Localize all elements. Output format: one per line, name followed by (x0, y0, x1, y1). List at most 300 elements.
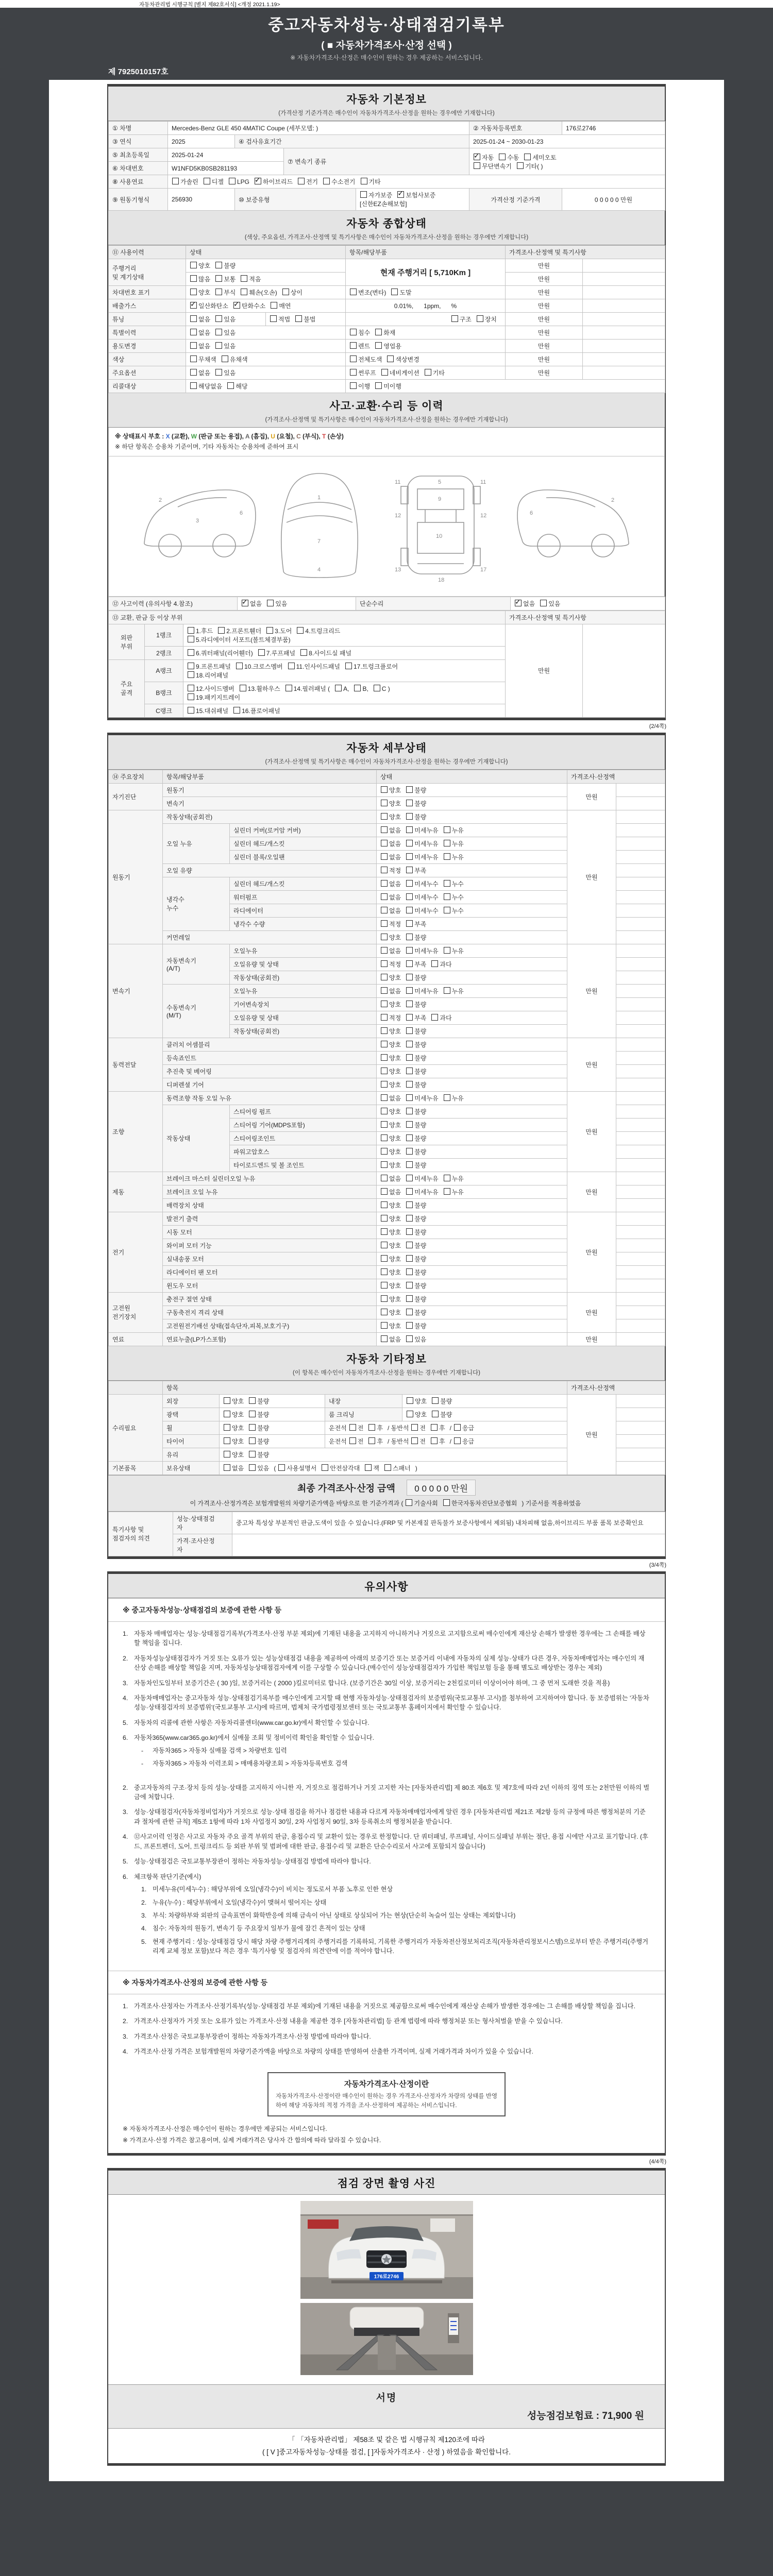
signature-title: 서명 (376, 2393, 397, 2404)
checkbox[interactable] (323, 178, 330, 184)
checkbox[interactable] (354, 685, 361, 691)
checkbox[interactable] (406, 1188, 413, 1195)
notice-item (123, 1679, 650, 1688)
option-적정 (380, 1013, 401, 1022)
checkbox[interactable] (215, 315, 222, 322)
checkbox[interactable] (368, 1424, 375, 1431)
option-label: 상이 (290, 289, 303, 296)
option-label: 불량 (414, 934, 427, 941)
option-후 (368, 1423, 383, 1432)
checkbox[interactable] (406, 1041, 413, 1047)
checkbox[interactable] (233, 707, 240, 714)
checkbox[interactable] (360, 191, 367, 198)
option-적정 (380, 920, 401, 928)
checkbox[interactable] (406, 1295, 413, 1302)
checkbox[interactable] (381, 800, 388, 806)
options-cell (220, 1394, 325, 1408)
checkbox[interactable] (215, 262, 222, 268)
checkbox[interactable] (297, 627, 304, 634)
checkbox[interactable] (431, 1424, 438, 1431)
checkbox[interactable] (381, 1148, 388, 1155)
checkbox[interactable] (224, 1397, 230, 1404)
header-cell: ⑪ 사용이력 (109, 246, 186, 259)
checkbox[interactable] (406, 1228, 413, 1235)
option-label: 침수 (358, 329, 371, 336)
option-text: ( (274, 1464, 276, 1472)
label-cell: 오일누유 (230, 984, 377, 997)
checkbox[interactable] (249, 1464, 256, 1471)
option-label: 누수 (451, 880, 464, 888)
checkbox[interactable] (406, 1499, 412, 1506)
checkbox[interactable] (288, 663, 295, 669)
checkbox[interactable] (406, 1067, 413, 1074)
checkbox[interactable] (406, 1161, 413, 1168)
label-cell: C랭크 (145, 704, 183, 717)
checkbox[interactable] (387, 355, 394, 362)
label-cell: 배력장치 상태 (163, 1198, 377, 1212)
checkbox[interactable] (406, 786, 413, 793)
checkbox[interactable] (204, 178, 210, 184)
header-cell: 항목 (163, 1381, 567, 1394)
label-cell: 고전원 전기장치 (109, 1292, 163, 1332)
checkbox[interactable] (406, 987, 413, 994)
value-cell (616, 1448, 665, 1461)
checkbox[interactable] (361, 178, 367, 184)
option-구조 (451, 315, 472, 324)
checkbox[interactable] (190, 342, 197, 349)
checkbox[interactable] (350, 355, 357, 362)
value-cell (616, 863, 665, 877)
value-cell (583, 313, 665, 326)
option-렌트 (349, 342, 370, 350)
checkbox[interactable] (381, 960, 388, 967)
option-label: 썬루프 (358, 369, 376, 377)
checkbox[interactable] (285, 685, 292, 691)
notice-item-text: 가격조사·산정은 국토교통부장관이 정하는 자동차가격조사·산정 방법에 따라야 합니다. (134, 2032, 371, 2040)
checkbox[interactable] (350, 289, 357, 295)
option-B, (354, 685, 368, 692)
option-미세누유 (406, 839, 438, 848)
checkbox[interactable] (540, 600, 547, 606)
checkbox[interactable] (381, 1282, 388, 1289)
checkbox[interactable] (224, 1437, 230, 1444)
checkbox[interactable] (381, 934, 388, 940)
checkbox[interactable] (381, 974, 388, 980)
checkbox[interactable] (406, 907, 413, 913)
checkbox[interactable] (431, 960, 438, 967)
checkbox[interactable] (258, 649, 265, 656)
checkbox[interactable] (407, 1411, 413, 1417)
checkbox-checked[interactable] (242, 600, 248, 606)
checkbox[interactable] (406, 1242, 413, 1248)
checkbox[interactable] (406, 1081, 413, 1088)
checkbox[interactable] (444, 853, 450, 860)
checkbox[interactable] (406, 893, 413, 900)
checkbox[interactable] (406, 1201, 413, 1208)
options-cell (186, 366, 346, 380)
checkbox[interactable] (381, 880, 388, 887)
checkbox[interactable] (381, 1067, 388, 1074)
checkbox[interactable] (271, 302, 277, 309)
notice-item (141, 1746, 650, 1755)
checkbox[interactable] (224, 1424, 230, 1431)
option-불량 (406, 1027, 426, 1036)
checkbox[interactable] (381, 786, 388, 793)
checkbox[interactable] (345, 663, 352, 669)
checkbox[interactable] (381, 1081, 388, 1088)
checkbox[interactable] (406, 1309, 413, 1315)
checkbox[interactable] (406, 1108, 413, 1114)
checkbox[interactable] (295, 315, 302, 322)
checkbox[interactable] (477, 315, 483, 322)
checkbox[interactable] (190, 329, 197, 335)
checkbox[interactable] (406, 960, 413, 967)
checkbox[interactable] (381, 1242, 388, 1248)
checkbox[interactable] (374, 685, 380, 691)
checkbox-checked[interactable] (397, 191, 404, 198)
label-cell: 기본품목 (109, 1461, 163, 1475)
option-상이 (282, 288, 303, 297)
checkbox[interactable] (215, 329, 222, 335)
checkbox[interactable] (381, 1041, 388, 1047)
checkbox[interactable] (407, 1397, 413, 1404)
checkbox[interactable] (368, 1437, 375, 1444)
checkbox[interactable] (349, 1424, 356, 1431)
checkbox[interactable] (381, 369, 388, 376)
checkbox[interactable] (188, 671, 194, 678)
label-cell: 1랭크 (145, 624, 183, 646)
label-cell: ⑨ 원동기형식 (109, 189, 168, 211)
checkbox[interactable] (215, 289, 222, 295)
checkbox[interactable] (381, 1054, 388, 1061)
checkbox[interactable] (406, 1175, 413, 1181)
checkbox[interactable] (381, 1322, 388, 1329)
option-label: 미세누수 (414, 893, 439, 901)
option-label: 양호 (198, 289, 211, 296)
option-label: 6.쿼터패널(리어휀더) (196, 649, 253, 657)
checkbox[interactable] (432, 1411, 439, 1417)
checkbox[interactable] (406, 1268, 413, 1275)
price-survey-box-title: 자동차가격조사·산정이란 (344, 2080, 429, 2089)
option-15.대쉬패널 (187, 706, 228, 715)
checkbox[interactable] (431, 1437, 438, 1444)
label-cell: 오일누유 (230, 944, 377, 957)
checkbox[interactable] (406, 1255, 413, 1262)
checkbox[interactable] (381, 920, 388, 927)
checkbox-checked[interactable] (255, 178, 261, 184)
checkbox[interactable] (365, 1464, 372, 1471)
checkbox[interactable] (229, 178, 236, 184)
label-cell: 주요옵션 (109, 366, 186, 380)
checkbox[interactable] (188, 663, 194, 669)
label-cell: 가격·조사산정 자 (173, 1534, 232, 1556)
inspection-fee: 성능점검보험료 : 71,900 원 (527, 2411, 644, 2422)
option-불량 (406, 1107, 426, 1116)
checkbox-checked[interactable] (474, 154, 480, 160)
label-cell: 발전기 출력 (163, 1212, 377, 1225)
checkbox[interactable] (349, 1437, 356, 1444)
option-label: 18.리어패널 (196, 671, 229, 679)
checkbox[interactable] (375, 382, 382, 389)
options-cell (377, 1239, 567, 1252)
svg-text:2: 2 (611, 497, 615, 503)
option-label: 부족 (414, 1014, 427, 1022)
checkbox[interactable] (270, 315, 277, 322)
checkbox[interactable] (190, 275, 197, 282)
checkbox[interactable] (499, 154, 506, 160)
checkbox[interactable] (190, 369, 197, 376)
checkbox[interactable] (381, 1215, 388, 1222)
checkbox[interactable] (215, 275, 222, 282)
checkbox[interactable] (224, 1464, 230, 1471)
checkbox[interactable] (381, 1001, 388, 1007)
checkbox[interactable] (381, 853, 388, 860)
checkbox[interactable] (188, 685, 194, 691)
option-label: 후 (377, 1424, 383, 1432)
checkbox[interactable] (218, 627, 225, 634)
checkbox[interactable] (381, 947, 388, 954)
checkbox-checked[interactable] (515, 600, 522, 606)
checkbox[interactable] (381, 813, 388, 820)
option-text: / 동반석 (387, 1424, 409, 1432)
checkbox-checked[interactable] (190, 302, 197, 309)
checkbox[interactable] (188, 707, 194, 714)
option-양호 (380, 1107, 401, 1116)
option-있음 (215, 342, 236, 350)
checkbox[interactable] (266, 627, 273, 634)
notice-item-number: 6. (123, 1734, 128, 1742)
checkbox[interactable] (431, 1014, 438, 1021)
checkbox[interactable] (222, 355, 228, 362)
checkbox[interactable] (406, 1027, 413, 1034)
options-cell (346, 313, 506, 326)
checkbox[interactable] (224, 1411, 230, 1417)
checkbox[interactable] (411, 1437, 418, 1444)
option-label: 12.사이드멤버 (196, 685, 234, 692)
checkbox[interactable] (454, 1437, 461, 1444)
option-label: 미세누유 (414, 840, 439, 848)
checkbox[interactable] (381, 987, 388, 994)
checkbox[interactable] (249, 1437, 256, 1444)
checkbox[interactable] (411, 1424, 418, 1431)
checkbox[interactable] (384, 1464, 391, 1471)
checkbox[interactable] (381, 1268, 388, 1275)
checkbox[interactable] (444, 947, 450, 954)
option-불량 (248, 1423, 269, 1432)
checkbox[interactable] (215, 369, 222, 376)
checkbox[interactable] (298, 178, 305, 184)
checkbox[interactable] (224, 1451, 230, 1458)
checkbox[interactable] (517, 162, 524, 169)
checkbox[interactable] (406, 800, 413, 806)
option-후 (368, 1437, 383, 1446)
option-label: 없음 (198, 369, 211, 377)
checkbox[interactable] (381, 1027, 388, 1034)
checkbox[interactable] (406, 1335, 413, 1342)
checkbox[interactable] (350, 369, 357, 376)
checkbox[interactable] (190, 262, 197, 268)
checkbox[interactable] (172, 178, 179, 184)
checkbox[interactable] (282, 289, 289, 295)
options-cell (377, 1105, 567, 1118)
checkbox[interactable] (335, 685, 342, 691)
checkbox[interactable] (444, 880, 450, 887)
option-전 (349, 1437, 364, 1446)
checkbox[interactable] (451, 315, 458, 322)
checkbox[interactable] (381, 1201, 388, 1208)
checkbox[interactable] (406, 880, 413, 887)
option-미세누수 (406, 906, 438, 915)
checkbox[interactable] (406, 1054, 413, 1061)
checkbox[interactable] (375, 342, 382, 349)
checkbox[interactable] (406, 1001, 413, 1007)
checkbox[interactable] (322, 1464, 328, 1471)
checkbox[interactable] (444, 1188, 450, 1195)
checkbox[interactable] (381, 1108, 388, 1114)
option-label: 전 (357, 1437, 364, 1445)
legend-token: (판금 또는 용접), (197, 433, 245, 440)
checkbox[interactable] (406, 826, 413, 833)
option-label: 누유 (451, 840, 464, 848)
checkbox[interactable] (190, 289, 197, 295)
checkbox[interactable] (391, 289, 398, 295)
option-label: 양호 (389, 800, 401, 807)
checkbox[interactable] (381, 867, 388, 873)
option-전 (411, 1423, 426, 1432)
option-label: 양호 (389, 1255, 401, 1263)
checkbox[interactable] (215, 342, 222, 349)
checkbox[interactable] (444, 893, 450, 900)
checkbox[interactable] (381, 1161, 388, 1168)
option-label: 전 (357, 1424, 364, 1432)
checkbox[interactable] (443, 1499, 450, 1506)
checkbox[interactable] (406, 1134, 413, 1141)
checkbox[interactable] (249, 1424, 256, 1431)
checkbox[interactable] (454, 1424, 461, 1431)
checkbox[interactable] (425, 369, 431, 376)
checkbox[interactable] (406, 934, 413, 940)
label-cell: 유리 (163, 1448, 220, 1461)
checkbox[interactable] (249, 1397, 256, 1404)
checkbox[interactable] (249, 1451, 256, 1458)
checkbox[interactable] (227, 382, 234, 389)
option-양호 (406, 1397, 427, 1405)
checkbox[interactable] (375, 329, 382, 335)
notice-item-text: 중고자동차의 구조·장치 등의 성능·상태를 고지하지 아니한 자, 거짓으로 점검하거나 거짓 고지한 자는 [자동차관리법] 제 80조 제6호 및 제7호에 따라 2년 이하의 징역 또는 2천만원 이하의 벌금에 처합니다. (134, 1784, 650, 1801)
checkbox[interactable] (240, 685, 246, 691)
checkbox[interactable] (190, 355, 197, 362)
checkbox[interactable] (381, 1255, 388, 1262)
checkbox[interactable] (444, 1094, 450, 1101)
checkbox[interactable] (406, 813, 413, 820)
checkbox[interactable] (381, 826, 388, 833)
car-diagram-underbody (401, 476, 480, 574)
checkbox[interactable] (381, 1175, 388, 1181)
checkbox[interactable] (350, 382, 357, 389)
checkbox[interactable] (381, 1228, 388, 1235)
checkbox[interactable] (444, 987, 450, 994)
checkbox[interactable] (381, 1094, 388, 1101)
checkbox[interactable] (474, 162, 480, 169)
checkbox[interactable] (406, 840, 413, 846)
checkbox[interactable] (406, 1215, 413, 1222)
checkbox[interactable] (406, 920, 413, 927)
checkbox[interactable] (350, 342, 357, 349)
checkbox[interactable] (406, 1282, 413, 1289)
value-cell (616, 1461, 665, 1475)
checkbox[interactable] (406, 1094, 413, 1101)
checkbox[interactable] (381, 1309, 388, 1315)
checkbox[interactable] (381, 1295, 388, 1302)
checkbox[interactable] (381, 1121, 388, 1128)
label-cell: 용도변경 (109, 340, 186, 353)
checkbox[interactable] (381, 893, 388, 900)
header-cell: 가격조사·산정액 및 특기사항 (506, 246, 665, 259)
options-cell (186, 380, 346, 393)
checkbox[interactable] (406, 1322, 413, 1329)
checkbox[interactable] (406, 853, 413, 860)
checkbox[interactable] (406, 1148, 413, 1155)
notice-item-number: - (141, 1760, 144, 1768)
notice-item-text: 가격조사·산정자는 가격조사·산정기록부(성능·상태점검 부분 제외)에 기재된 내용을 거짓으로 제공함으로써 매수인에게 재산상 손해가 발생한 경우에는 그 손해를 배상할 책임을 집니다. (134, 2002, 635, 2010)
checkbox[interactable] (188, 649, 194, 656)
checkbox[interactable] (300, 649, 307, 656)
option-5.라디에이터 서포트(볼트체결부품) (187, 635, 291, 644)
checkbox[interactable] (350, 329, 357, 335)
checkbox[interactable] (444, 907, 450, 913)
checkbox[interactable] (381, 1335, 388, 1342)
checkbox[interactable] (381, 1188, 388, 1195)
checkbox[interactable] (190, 315, 197, 322)
checkbox[interactable] (190, 382, 197, 389)
checkbox[interactable] (236, 663, 243, 669)
checkbox[interactable] (381, 1014, 388, 1021)
checkbox[interactable] (188, 627, 194, 634)
checkbox[interactable] (241, 275, 247, 282)
checkbox[interactable] (432, 1397, 439, 1404)
checkbox[interactable] (406, 947, 413, 954)
option-label: 네비게이션 (389, 369, 419, 377)
checkbox[interactable] (381, 1134, 388, 1141)
checkbox[interactable] (406, 867, 413, 873)
value-cell (616, 1198, 665, 1212)
checkbox[interactable] (188, 636, 194, 642)
option-전체도색 (349, 355, 382, 364)
checkbox[interactable] (381, 840, 388, 846)
checkbox[interactable] (249, 1411, 256, 1417)
checkbox[interactable] (524, 154, 531, 160)
options-cell (346, 286, 506, 299)
final-price-note (108, 1499, 665, 1507)
option-7.루프패널 (258, 649, 295, 657)
checkbox[interactable] (406, 974, 413, 980)
notice-item-text: 체크항목 판단기준(예시) 1. 미세누유(미세누수) : 해당부위에 오일(냉각수)이 비치는 정도로서 부품 노후로 인한 현상 2. 누유(누수) : 해당부위에서 오일(냉각수)이 맺혀서 떨어지는 상태 3. 부식: 차량하부와 외판의 금속표면이 화학반응에 의해 금속이 아닌 상태로 상실되어 가는 현상(단순히 녹슬어 있는 상태는 제외합니다) 4. 침수: 자동차의 원동기, 변속기 등 주요장치 일부가 물에 잠긴 흔적이 있는 상태 5. 현재 주행거리 : 성능·상태점검 당시 해당 차량 주행거리계의 주행거리를 기록하되, 기록한 주행거리가 자동차전산정보처리조직(자동차관리정보시스템)으로부터 받은 주행거리(주행거리계 교체 정보 포함)보다 적은 경우 '특기사항 및 점검자의 의견'란에 이를 적어야 합니다. (134, 1872, 650, 1960)
checkbox[interactable] (267, 600, 274, 606)
checkbox[interactable] (406, 1121, 413, 1128)
option-label: 5.라디에이터 서포트(볼트체결부품) (196, 636, 291, 643)
checkbox[interactable] (444, 1175, 450, 1181)
checkbox[interactable] (444, 826, 450, 833)
notice-item (141, 1924, 650, 1933)
checkbox[interactable] (406, 1014, 413, 1021)
checkbox[interactable] (444, 840, 450, 846)
value-cell: 만원 (506, 366, 583, 380)
checkbox-checked[interactable] (233, 302, 240, 309)
checkbox[interactable] (381, 907, 388, 913)
checkbox[interactable] (241, 289, 247, 295)
checkbox[interactable] (278, 1464, 285, 1471)
checkbox[interactable] (188, 693, 194, 700)
